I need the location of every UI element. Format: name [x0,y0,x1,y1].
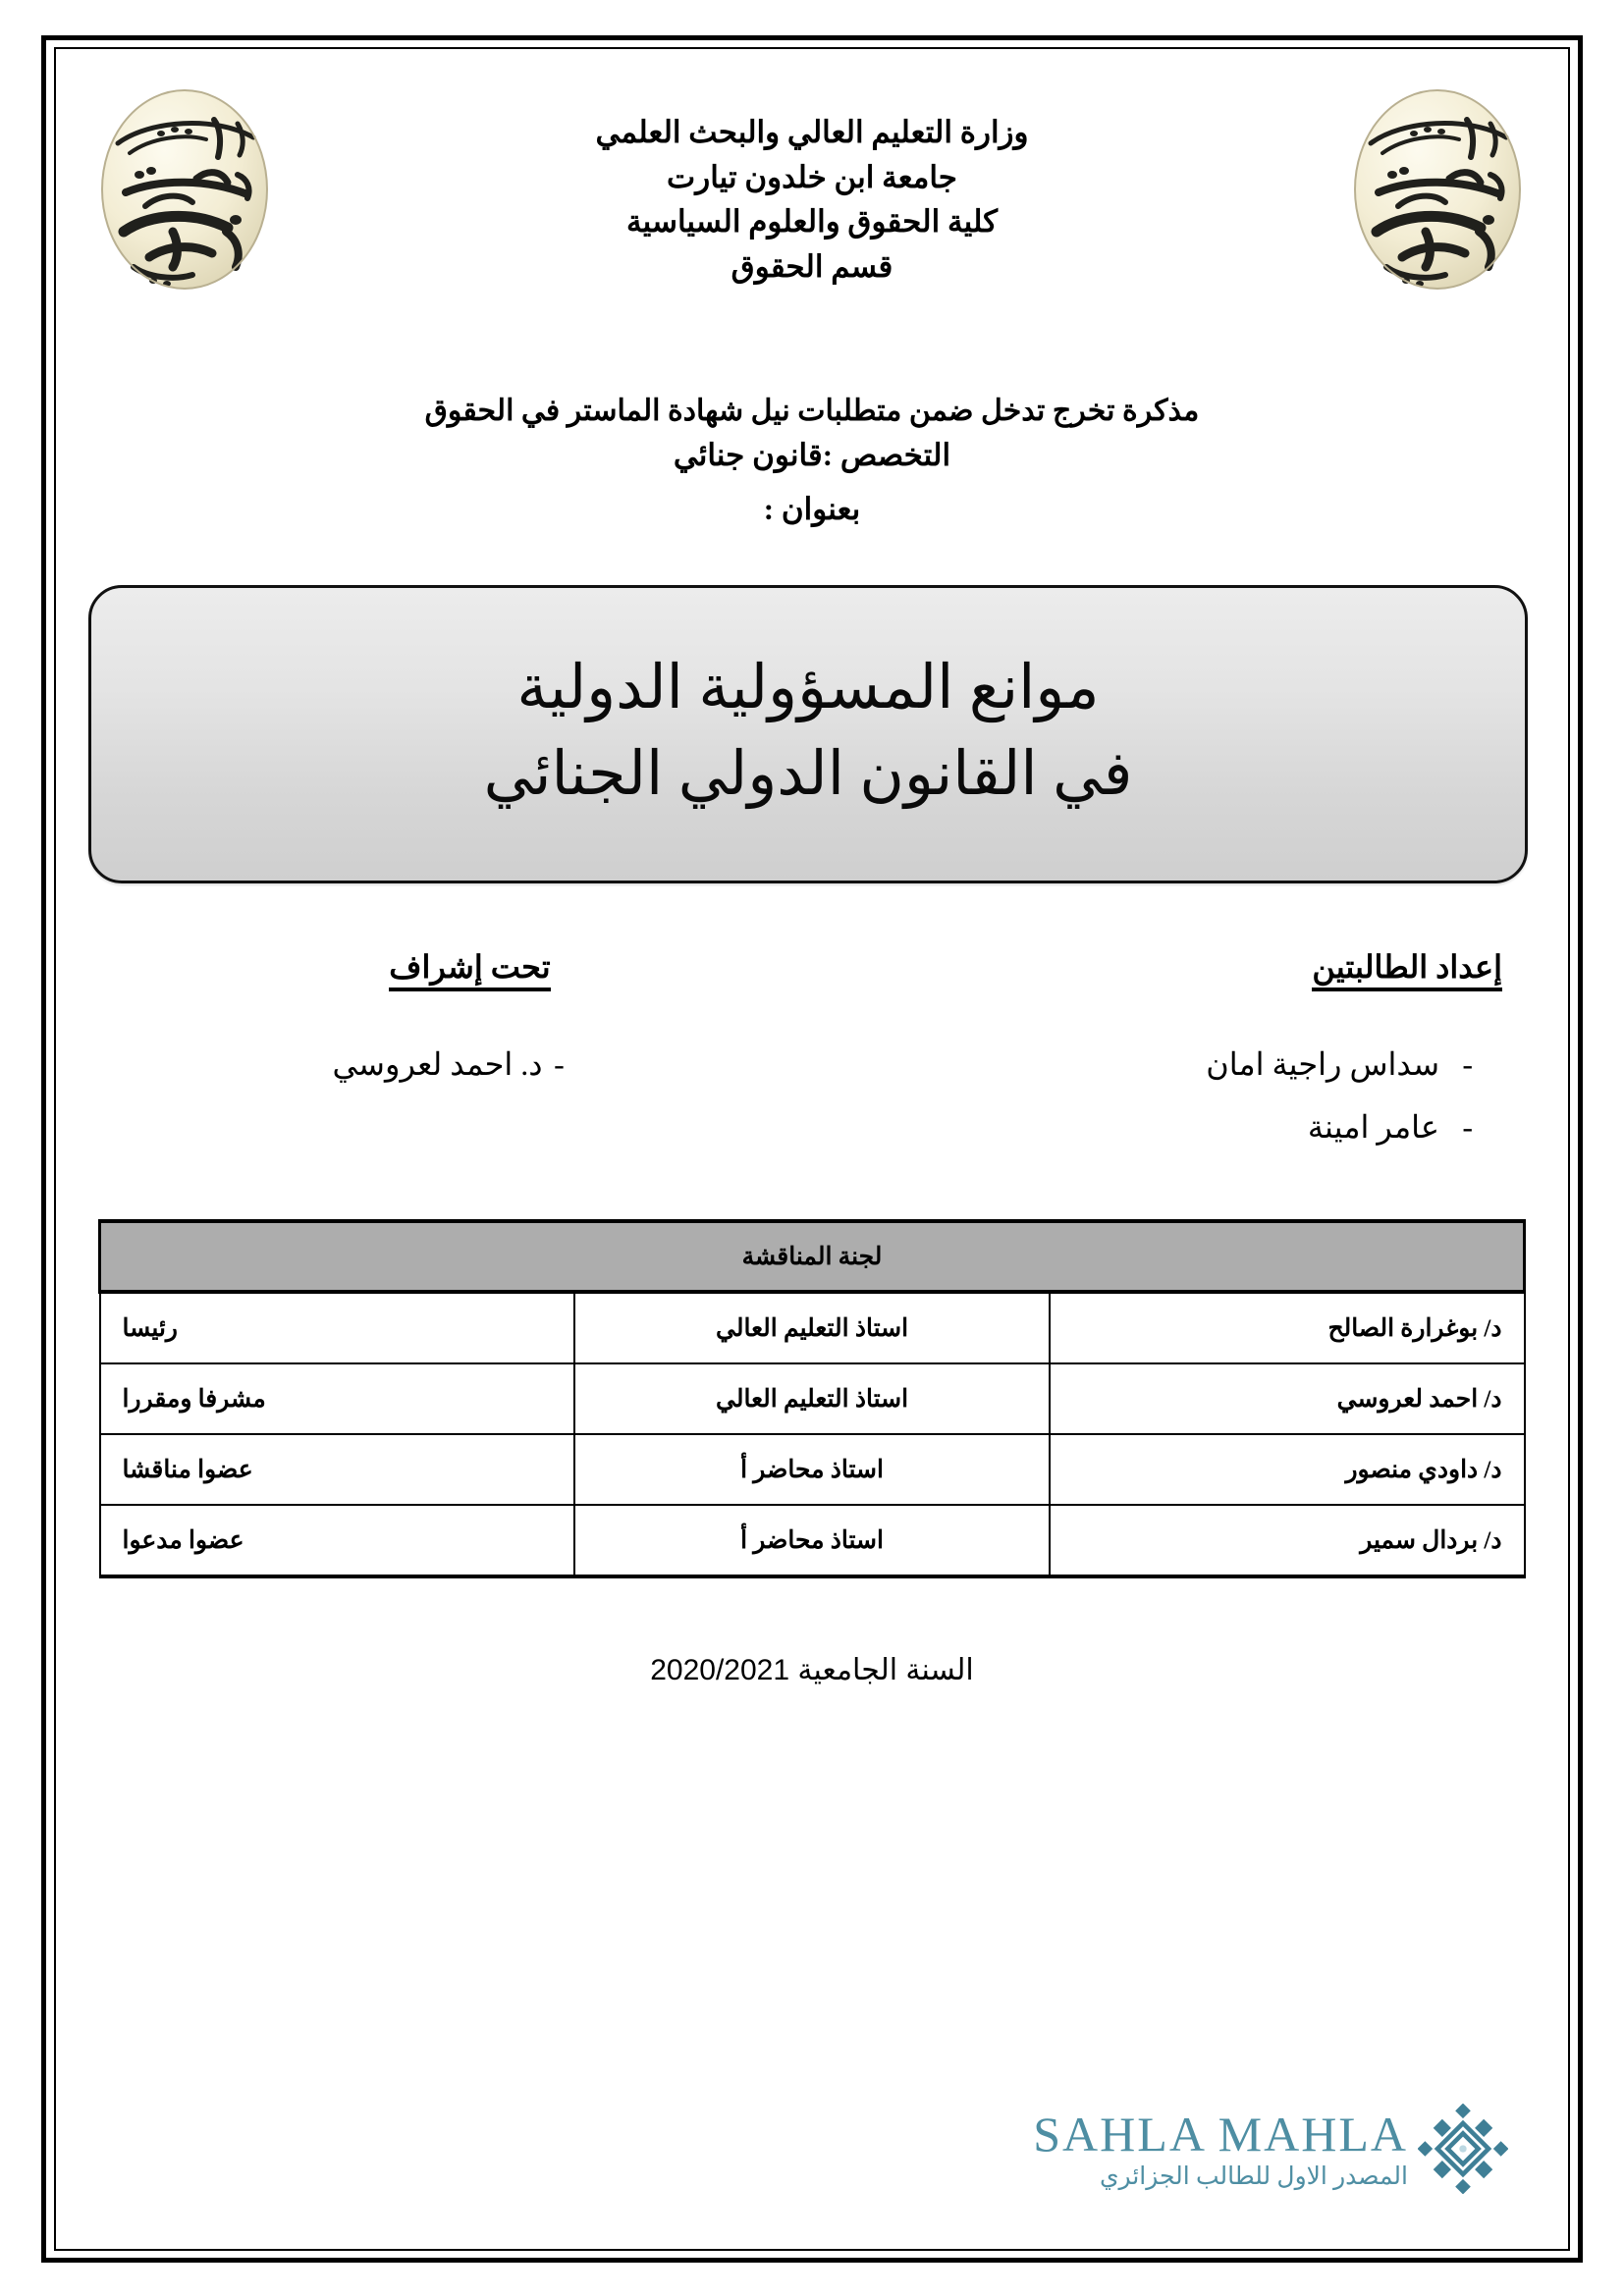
jury-member-rank: استاذ التعليم العالي [574,1363,1050,1434]
student-name-2: -عامر امينة [812,1095,1528,1158]
thesis-statement: مذكرة تخرج تدخل ضمن متطلبات نيل شهادة الماستر في الحقوق [424,395,1200,427]
supervisor-name-1: -د. احمد لعروسي [71,1033,838,1095]
thesis-titled-label: بعنوان : [763,491,861,526]
jury-member-rank: استاذ التعليم العالي [574,1292,1050,1363]
student-name-1: -سداس راجية امان [812,1033,1528,1095]
jury-table [98,1219,1526,1578]
thesis-title-line-1: موانع المسؤولية الدولية [516,655,1100,721]
jury-member-rank: استاذ محاضر أ [574,1505,1050,1576]
jury-member-name: د/ بردال سمير [1050,1505,1525,1576]
sahla-mahla-diamond-icon [1418,2104,1508,2194]
students-heading: إعداد الطالبتين [1312,948,1502,991]
supervisor-column [71,948,812,1158]
bullet-dash-icon: - [554,1046,565,1083]
jury-member-role: مشرفا ومقررا [100,1363,575,1434]
academic-year: السنة الجامعية 2020/2021 [650,1654,974,1687]
watermark-footer [71,2104,1508,2194]
authors-section [71,948,1553,1158]
page-content [71,63,1553,2235]
table-row [100,1292,1525,1363]
watermark-tagline: المصدر الاول للطالب الجزائري [1099,2163,1408,2190]
jury-table-caption: لجنة المناقشة [100,1221,1525,1292]
page-header [71,63,1553,387]
faculty-line: كلية الحقوق والعلوم السياسية [626,204,998,240]
jury-member-role: عضوا مناقشا [100,1434,575,1505]
thesis-specialty: التخصص :قانون جنائي [673,438,951,472]
thesis-title-box [88,585,1528,883]
bullet-dash-icon: - [1462,1046,1473,1083]
jury-member-role: عضوا مدعوا [100,1505,575,1576]
university-line: جامعة ابن خلدون تيارت [667,159,957,194]
jury-member-name: د/ بوغرارة الصالح [1050,1292,1525,1363]
supervisor-heading: تحت إشراف [389,948,550,991]
jury-table-header-row [100,1221,1525,1292]
table-row [100,1505,1525,1576]
watermark-texts [1033,2106,1408,2190]
thesis-statement-block [71,389,1553,532]
ministry-line: وزارة التعليم العالي والبحث العلمي [595,115,1029,149]
jury-table-body [100,1292,1525,1576]
jury-member-role: رئيسا [100,1292,575,1363]
table-row [100,1363,1525,1434]
department-line: قسم الحقوق [731,248,893,284]
students-column [812,948,1553,1158]
bullet-dash-icon: - [1462,1109,1473,1146]
table-row [100,1434,1525,1505]
jury-member-name: د/ داودي منصور [1050,1434,1525,1505]
university-seal-left [90,84,279,295]
university-seal-right [1343,84,1532,295]
jury-member-rank: استاذ محاضر أ [574,1434,1050,1505]
thesis-title-line-2: في القانون الدولي الجنائي [483,741,1133,809]
watermark-brand: SAHLA MAHLA [1033,2106,1408,2162]
institution-block [297,110,1327,289]
jury-member-name: د/ احمد لعروسي [1050,1363,1525,1434]
